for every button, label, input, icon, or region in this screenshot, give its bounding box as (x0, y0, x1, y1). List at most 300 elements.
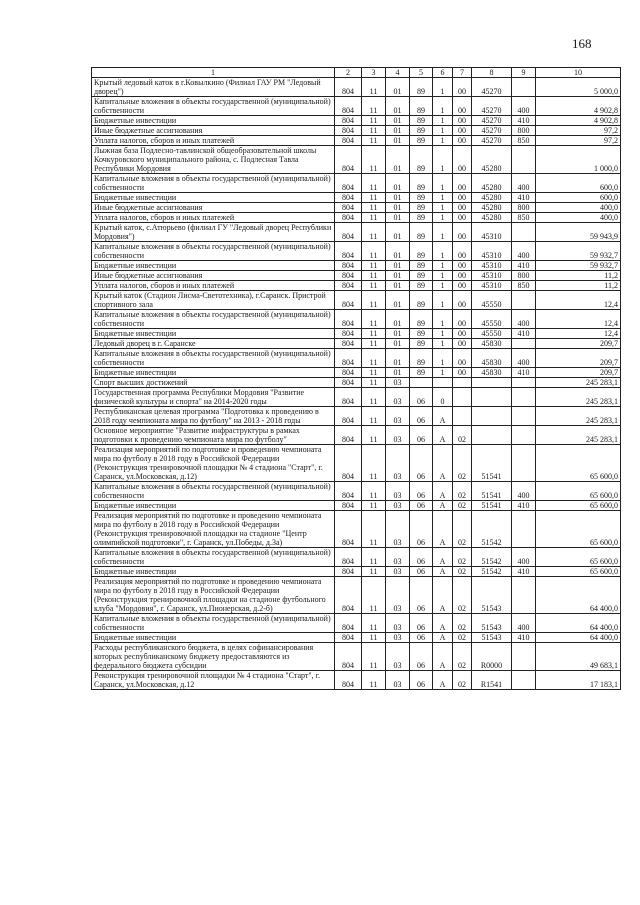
direction-cell: 51543 (472, 614, 512, 633)
direction-cell: 45310 (472, 242, 512, 261)
expense-type-cell: 410 (512, 501, 536, 511)
subsection-cell: 01 (386, 223, 410, 242)
expense-type-cell (512, 223, 536, 242)
column-header-1: 1 (92, 68, 335, 78)
name-cell: Государственная программа Республики Мордовия "Развитие физической культуры и спорта" на 2014-2020 годы (92, 388, 335, 407)
section-cell: 11 (362, 281, 386, 291)
section-cell: 11 (362, 193, 386, 203)
subsection-cell: 01 (386, 126, 410, 136)
expense-type-cell (512, 291, 536, 310)
expense-type-cell (512, 339, 536, 349)
section-cell: 11 (362, 378, 386, 388)
table-row (92, 643, 621, 671)
table-row (92, 511, 621, 548)
name-cell: Капитальные вложения в объекты государственной (муниципальной) собственности (92, 614, 335, 633)
expense-type-cell (512, 407, 536, 426)
amount-cell: 4 902,8 (536, 116, 621, 126)
name-cell: Иные бюджетные ассигнования (92, 203, 335, 213)
subsection-cell: 01 (386, 213, 410, 223)
amount-cell: 64 400,0 (536, 614, 621, 633)
subsection-cell: 03 (386, 511, 410, 548)
program-cell: 89 (410, 310, 433, 329)
direction-cell: 45280 (472, 203, 512, 213)
name-cell: Лыжная база Подлесно-тавлинской общеобразовательной школы Кочкуровского муниципального района, с. Подлесная Тавла Республики Мордовия (92, 146, 335, 174)
event-cell: 02 (453, 482, 472, 501)
column-header-2: 2 (335, 68, 362, 78)
program-cell: 06 (410, 426, 433, 445)
table-row (92, 291, 621, 310)
ministry-cell: 804 (335, 577, 362, 614)
event-cell: 02 (453, 614, 472, 633)
direction-cell: 45550 (472, 310, 512, 329)
subprogram-cell: 1 (433, 126, 453, 136)
amount-cell: 245 283,1 (536, 426, 621, 445)
program-cell: 89 (410, 223, 433, 242)
subprogram-cell: А (433, 567, 453, 577)
program-cell: 06 (410, 511, 433, 548)
direction-cell: R1541 (472, 671, 512, 690)
event-cell: 00 (453, 242, 472, 261)
section-cell: 11 (362, 136, 386, 146)
direction-cell (472, 378, 512, 388)
name-cell: Иные бюджетные ассигнования (92, 271, 335, 281)
ministry-cell: 804 (335, 193, 362, 203)
event-cell: 02 (453, 426, 472, 445)
event-cell: 00 (453, 310, 472, 329)
table-row (92, 116, 621, 126)
section-cell: 11 (362, 548, 386, 567)
program-cell (410, 378, 433, 388)
table-row (92, 482, 621, 501)
section-cell: 11 (362, 407, 386, 426)
event-cell: 00 (453, 349, 472, 368)
section-cell: 11 (362, 329, 386, 339)
subprogram-cell: 1 (433, 193, 453, 203)
name-cell: Уплата налогов, сборов и иных платежей (92, 136, 335, 146)
direction-cell: R0000 (472, 643, 512, 671)
section-cell: 11 (362, 388, 386, 407)
section-cell: 11 (362, 116, 386, 126)
subprogram-cell: А (433, 548, 453, 567)
table-row (92, 388, 621, 407)
event-cell: 02 (453, 633, 472, 643)
program-cell: 06 (410, 643, 433, 671)
subsection-cell: 01 (386, 78, 410, 97)
subsection-cell: 01 (386, 329, 410, 339)
subprogram-cell: А (433, 501, 453, 511)
amount-cell: 97,2 (536, 126, 621, 136)
event-cell: 02 (453, 548, 472, 567)
table-row (92, 126, 621, 136)
ministry-cell: 804 (335, 136, 362, 146)
ministry-cell: 804 (335, 426, 362, 445)
event-cell: 00 (453, 116, 472, 126)
subsection-cell: 01 (386, 203, 410, 213)
subprogram-cell: 1 (433, 310, 453, 329)
expense-type-cell: 410 (512, 329, 536, 339)
amount-cell: 59 932,7 (536, 242, 621, 261)
amount-cell: 11,2 (536, 271, 621, 281)
subsection-cell: 01 (386, 146, 410, 174)
subprogram-cell: 1 (433, 146, 453, 174)
ministry-cell: 804 (335, 633, 362, 643)
program-cell: 89 (410, 281, 433, 291)
name-cell: Капитальные вложения в объекты государственной (муниципальной) собственности (92, 97, 335, 116)
subsection-cell: 03 (386, 567, 410, 577)
subsection-cell: 01 (386, 97, 410, 116)
program-cell: 89 (410, 78, 433, 97)
program-cell: 89 (410, 193, 433, 203)
table-row (92, 633, 621, 643)
direction-cell: 45550 (472, 329, 512, 339)
section-cell: 11 (362, 97, 386, 116)
program-cell: 89 (410, 339, 433, 349)
subsection-cell: 01 (386, 116, 410, 126)
amount-cell: 209,7 (536, 349, 621, 368)
table-row (92, 261, 621, 271)
name-cell: Капитальные вложения в объекты государственной (муниципальной) собственности (92, 482, 335, 501)
table-row (92, 271, 621, 281)
name-cell: Реализация мероприятий по подготовке и проведению чемпионата мира по футболу в 2018 году в Российской Федерации (Реконструкция тренировочной площадки на стадионе "Центр олимпийской подготовки", г. Саранск, ул.Победы, д.3а) (92, 511, 335, 548)
name-cell: Уплата налогов, сборов и иных платежей (92, 213, 335, 223)
expense-type-cell (512, 445, 536, 482)
subprogram-cell: А (433, 445, 453, 482)
name-cell: Капитальные вложения в объекты государственной (муниципальной) собственности (92, 349, 335, 368)
event-cell: 00 (453, 291, 472, 310)
program-cell: 89 (410, 116, 433, 126)
table-row (92, 146, 621, 174)
amount-cell: 64 400,0 (536, 633, 621, 643)
program-cell: 06 (410, 614, 433, 633)
subprogram-cell: 1 (433, 78, 453, 97)
ministry-cell: 804 (335, 174, 362, 193)
table-row (92, 329, 621, 339)
ministry-cell: 804 (335, 445, 362, 482)
subsection-cell: 03 (386, 501, 410, 511)
subsection-cell: 03 (386, 388, 410, 407)
section-cell: 11 (362, 349, 386, 368)
name-cell: Крытый ледовый каток в г.Ковылкино (Филиал ГАУ РМ "Ледовый дворец") (92, 78, 335, 97)
direction-cell: 45830 (472, 368, 512, 378)
section-cell: 11 (362, 291, 386, 310)
direction-cell: 45830 (472, 339, 512, 349)
amount-cell: 209,7 (536, 368, 621, 378)
amount-cell: 12,4 (536, 329, 621, 339)
program-cell: 89 (410, 126, 433, 136)
expense-type-cell: 400 (512, 310, 536, 329)
expense-type-cell: 410 (512, 116, 536, 126)
table-row (92, 78, 621, 97)
program-cell: 89 (410, 97, 433, 116)
ministry-cell: 804 (335, 310, 362, 329)
column-header-9: 9 (512, 68, 536, 78)
name-cell: Спорт высших достижений (92, 378, 335, 388)
subprogram-cell: 1 (433, 271, 453, 281)
direction-cell: 51542 (472, 511, 512, 548)
column-header-10: 10 (536, 68, 621, 78)
table-row (92, 349, 621, 368)
expense-type-cell: 850 (512, 281, 536, 291)
amount-cell: 64 400,0 (536, 577, 621, 614)
name-cell: Бюджетные инвестиции (92, 193, 335, 203)
program-cell: 89 (410, 146, 433, 174)
program-cell: 89 (410, 203, 433, 213)
event-cell: 02 (453, 445, 472, 482)
subprogram-cell: 1 (433, 242, 453, 261)
program-cell: 06 (410, 633, 433, 643)
event-cell: 02 (453, 643, 472, 671)
amount-cell: 17 183,1 (536, 671, 621, 690)
ministry-cell: 804 (335, 261, 362, 271)
expense-type-cell: 850 (512, 213, 536, 223)
name-cell: Уплата налогов, сборов и иных платежей (92, 281, 335, 291)
section-cell: 11 (362, 310, 386, 329)
ministry-cell: 804 (335, 242, 362, 261)
ministry-cell: 804 (335, 329, 362, 339)
amount-cell: 245 283,1 (536, 407, 621, 426)
subprogram-cell: 0 (433, 388, 453, 407)
expense-type-cell: 800 (512, 126, 536, 136)
subsection-cell: 01 (386, 193, 410, 203)
event-cell: 00 (453, 97, 472, 116)
expense-type-cell: 800 (512, 271, 536, 281)
name-cell: Бюджетные инвестиции (92, 261, 335, 271)
table-row (92, 97, 621, 116)
name-cell: Бюджетные инвестиции (92, 567, 335, 577)
subprogram-cell: 1 (433, 261, 453, 271)
expense-type-cell: 400 (512, 174, 536, 193)
section-cell: 11 (362, 577, 386, 614)
event-cell: 02 (453, 671, 472, 690)
event-cell: 00 (453, 213, 472, 223)
expense-type-cell (512, 671, 536, 690)
table-row (92, 193, 621, 203)
subsection-cell: 01 (386, 349, 410, 368)
ministry-cell: 804 (335, 548, 362, 567)
event-cell (453, 388, 472, 407)
program-cell: 06 (410, 548, 433, 567)
event-cell: 00 (453, 126, 472, 136)
section-cell: 11 (362, 501, 386, 511)
direction-cell: 45280 (472, 213, 512, 223)
name-cell: Бюджетные инвестиции (92, 329, 335, 339)
name-cell: Крытый каток (Стадион Лисма-Светотехника), г.Саранск. Пристрой спортивного зала (92, 291, 335, 310)
event-cell: 00 (453, 223, 472, 242)
subprogram-cell: А (433, 643, 453, 671)
amount-cell: 65 600,0 (536, 567, 621, 577)
program-cell: 89 (410, 349, 433, 368)
table-row (92, 242, 621, 261)
direction-cell: 45270 (472, 136, 512, 146)
ministry-cell: 804 (335, 368, 362, 378)
table-row (92, 310, 621, 329)
amount-cell: 1 000,0 (536, 146, 621, 174)
direction-cell: 45270 (472, 78, 512, 97)
amount-cell: 65 600,0 (536, 548, 621, 567)
ministry-cell: 804 (335, 339, 362, 349)
subprogram-cell: 1 (433, 349, 453, 368)
event-cell: 00 (453, 339, 472, 349)
subsection-cell: 03 (386, 614, 410, 633)
expense-type-cell: 400 (512, 97, 536, 116)
event-cell: 02 (453, 577, 472, 614)
event-cell: 02 (453, 511, 472, 548)
section-cell: 11 (362, 146, 386, 174)
direction-cell: 45310 (472, 223, 512, 242)
program-cell: 89 (410, 271, 433, 281)
ministry-cell: 804 (335, 146, 362, 174)
direction-cell (472, 407, 512, 426)
subprogram-cell: А (433, 511, 453, 548)
expense-type-cell: 400 (512, 482, 536, 501)
subsection-cell: 01 (386, 368, 410, 378)
direction-cell: 51542 (472, 567, 512, 577)
expense-type-cell: 410 (512, 567, 536, 577)
subprogram-cell: А (433, 426, 453, 445)
amount-cell: 59 932,7 (536, 261, 621, 271)
table-row (92, 501, 621, 511)
direction-cell: 45830 (472, 349, 512, 368)
amount-cell: 59 943,9 (536, 223, 621, 242)
subprogram-cell: А (433, 482, 453, 501)
subsection-cell: 03 (386, 378, 410, 388)
subprogram-cell: 1 (433, 291, 453, 310)
column-header-3: 3 (362, 68, 386, 78)
direction-cell: 51541 (472, 445, 512, 482)
subprogram-cell: А (433, 407, 453, 426)
subprogram-cell: 1 (433, 339, 453, 349)
subsection-cell: 01 (386, 281, 410, 291)
expense-type-cell: 410 (512, 368, 536, 378)
amount-cell: 600,0 (536, 174, 621, 193)
amount-cell: 11,2 (536, 281, 621, 291)
expense-type-cell: 400 (512, 242, 536, 261)
subsection-cell: 01 (386, 174, 410, 193)
direction-cell: 45270 (472, 126, 512, 136)
amount-cell: 65 600,0 (536, 482, 621, 501)
ministry-cell: 804 (335, 407, 362, 426)
table-row (92, 203, 621, 213)
expense-type-cell: 400 (512, 548, 536, 567)
section-cell: 11 (362, 174, 386, 193)
event-cell: 00 (453, 271, 472, 281)
event-cell: 00 (453, 281, 472, 291)
subprogram-cell: 1 (433, 281, 453, 291)
event-cell (453, 378, 472, 388)
event-cell: 00 (453, 368, 472, 378)
subsection-cell: 01 (386, 271, 410, 281)
expense-type-cell (512, 388, 536, 407)
section-cell: 11 (362, 126, 386, 136)
direction-cell: 45280 (472, 174, 512, 193)
amount-cell: 65 600,0 (536, 501, 621, 511)
section-cell: 11 (362, 633, 386, 643)
table-row (92, 426, 621, 445)
subsection-cell: 03 (386, 548, 410, 567)
event-cell: 02 (453, 567, 472, 577)
subsection-cell: 01 (386, 291, 410, 310)
direction-cell: 51541 (472, 482, 512, 501)
name-cell: Реализация мероприятий по подготовке и проведению чемпионата мира по футболу в 2018 году в Российской Федерации (Реконструкция тренировочной площадки на стадионе футбольного клуба "Мордовия", г. Саранск, ул.Пионерская, д.2-б) (92, 577, 335, 614)
subprogram-cell: А (433, 633, 453, 643)
column-header-5: 5 (410, 68, 433, 78)
ministry-cell: 804 (335, 567, 362, 577)
name-cell: Ледовый дворец в г. Саранске (92, 339, 335, 349)
ministry-cell: 804 (335, 643, 362, 671)
event-cell: 00 (453, 203, 472, 213)
name-cell: Иные бюджетные ассигнования (92, 126, 335, 136)
section-cell: 11 (362, 271, 386, 281)
expense-type-cell: 410 (512, 261, 536, 271)
program-cell: 89 (410, 261, 433, 271)
ministry-cell: 804 (335, 482, 362, 501)
section-cell: 11 (362, 643, 386, 671)
table-row (92, 213, 621, 223)
direction-cell: 51541 (472, 501, 512, 511)
budget-table (91, 67, 621, 690)
name-cell: Республиканская целевая программа "Подготовка к проведению в 2018 году чемпионата мира по футболу" на 2013 - 2018 годы (92, 407, 335, 426)
ministry-cell: 804 (335, 511, 362, 548)
expense-type-cell (512, 78, 536, 97)
subsection-cell: 03 (386, 426, 410, 445)
table-row (92, 136, 621, 146)
event-cell: 00 (453, 329, 472, 339)
program-cell: 06 (410, 567, 433, 577)
event-cell: 00 (453, 146, 472, 174)
expense-type-cell: 410 (512, 193, 536, 203)
subprogram-cell: А (433, 671, 453, 690)
amount-cell: 600,0 (536, 193, 621, 203)
subprogram-cell: А (433, 614, 453, 633)
program-cell: 06 (410, 501, 433, 511)
section-cell: 11 (362, 671, 386, 690)
subprogram-cell: 1 (433, 174, 453, 193)
subprogram-cell: 1 (433, 329, 453, 339)
expense-type-cell (512, 146, 536, 174)
section-cell: 11 (362, 426, 386, 445)
section-cell: 11 (362, 261, 386, 271)
event-cell: 00 (453, 174, 472, 193)
section-cell: 11 (362, 203, 386, 213)
table-row (92, 407, 621, 426)
section-cell: 11 (362, 511, 386, 548)
section-cell: 11 (362, 445, 386, 482)
column-header-7: 7 (453, 68, 472, 78)
section-cell: 11 (362, 368, 386, 378)
ministry-cell: 804 (335, 281, 362, 291)
amount-cell: 12,4 (536, 310, 621, 329)
page-number: 168 (572, 36, 592, 51)
direction-cell: 45310 (472, 281, 512, 291)
ministry-cell: 804 (335, 614, 362, 633)
direction-cell: 45550 (472, 291, 512, 310)
ministry-cell: 804 (335, 203, 362, 213)
name-cell: Бюджетные инвестиции (92, 368, 335, 378)
expense-type-cell (512, 511, 536, 548)
table-row (92, 671, 621, 690)
name-cell: Капитальные вложения в объекты государственной (муниципальной) собственности (92, 174, 335, 193)
subprogram-cell: 1 (433, 213, 453, 223)
name-cell: Основное мероприятие "Развитие инфраструктуры в рамках подготовки к проведению чемпионата мира по футболу" (92, 426, 335, 445)
subprogram-cell: 1 (433, 116, 453, 126)
program-cell: 89 (410, 242, 433, 261)
name-cell: Реализация мероприятий по подготовке и проведению чемпионата мира по футболу в 2018 году в Российской Федерации (Реконструкция тренировочной площадки № 4 стадиона "Старт", г. Саранск, ул.Московская, д.12) (92, 445, 335, 482)
name-cell: Бюджетные инвестиции (92, 633, 335, 643)
table-row (92, 577, 621, 614)
ministry-cell: 804 (335, 97, 362, 116)
section-cell: 11 (362, 223, 386, 242)
program-cell: 06 (410, 445, 433, 482)
